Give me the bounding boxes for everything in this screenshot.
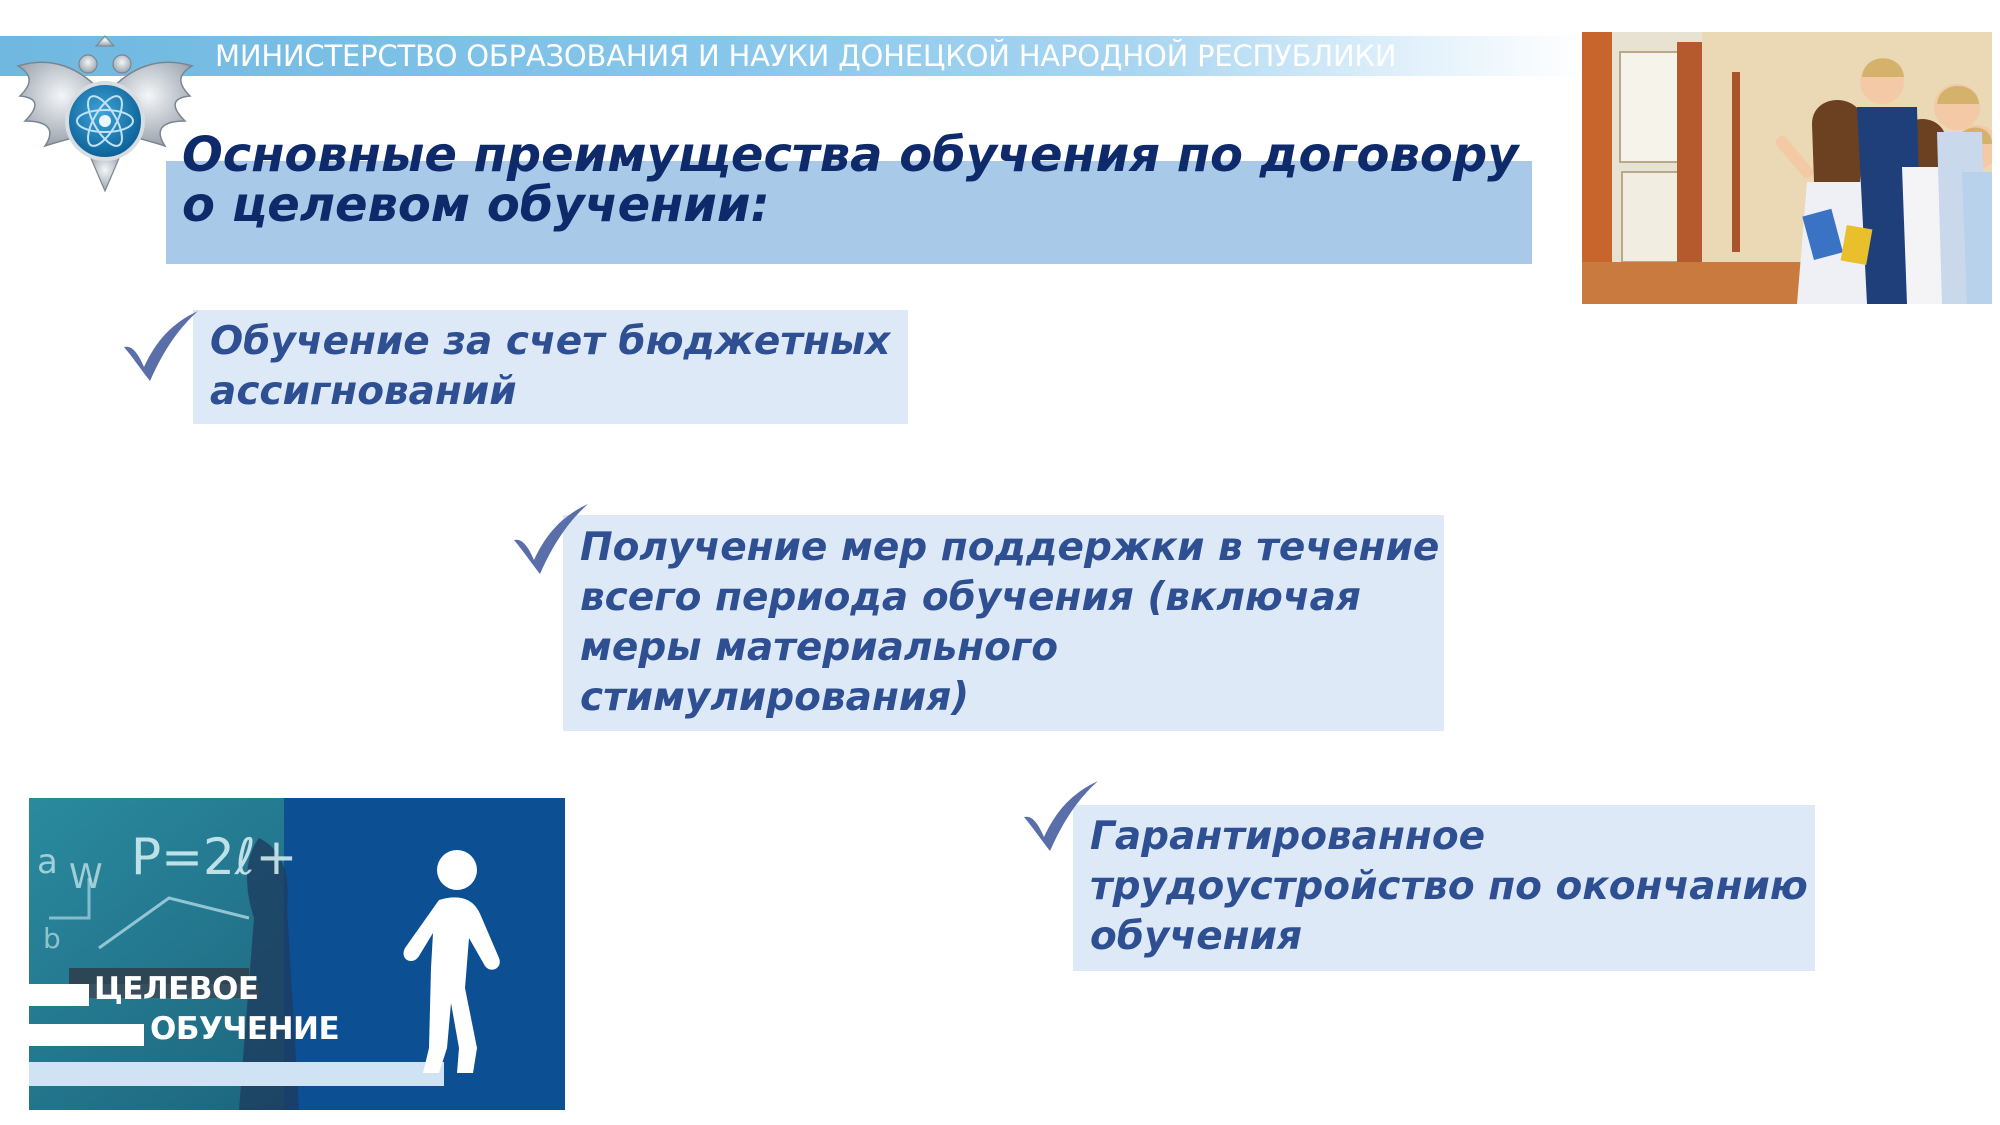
targeted-education-graphic — [29, 798, 565, 1110]
checkmark-icon — [1020, 775, 1100, 855]
checkmark-icon — [120, 305, 200, 385]
promo-label-line1: ЦЕЛЕВОЕ — [94, 971, 259, 1007]
promo-label-line2: ОБУЧЕНИЕ — [150, 1011, 340, 1047]
ministry-name: МИНИСТЕРСТВО ОБРАЗОВАНИЯ И НАУКИ ДОНЕЦКОЙ НАРОДНОЙ РЕСПУБЛИКИ — [215, 39, 1397, 73]
promo-formula: P=2ℓ+ — [131, 828, 298, 886]
benefit-text-1: Обучение за счет бюджетных ассигнований — [210, 319, 891, 414]
benefit-text-3: Гарантированное трудоустройство по окончанию обучения — [1090, 814, 1808, 959]
students-photo — [1582, 32, 1992, 304]
checkmark-icon — [510, 498, 590, 578]
benefit-text-2: Получение мер поддержки в течение всего периода обучения (включая меры материального стимулирования) — [580, 525, 1440, 720]
svg-text:W: W — [69, 857, 103, 897]
svg-text:b: b — [43, 922, 61, 955]
page-title: Основные преимущества обучения по договору о целевом обучении: — [182, 127, 1519, 233]
svg-text:a: a — [37, 842, 58, 882]
